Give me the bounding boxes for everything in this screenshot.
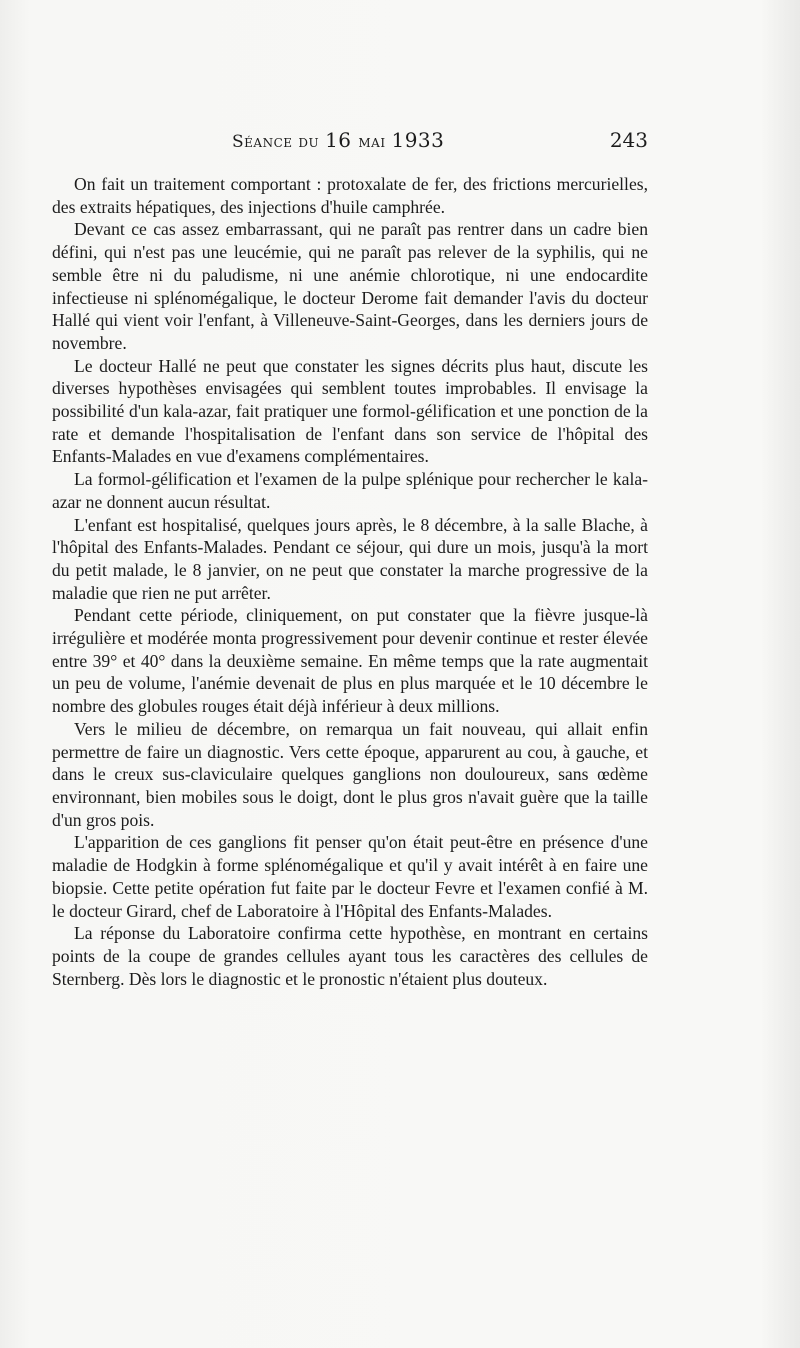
running-title-date: 16 — [325, 128, 359, 152]
paragraph: La réponse du Laboratoire confirma cette hypothèse, en montrant en certains points de la coupe de grandes cellules ayant tous les caractères des cellules de Sternberg. Dès lors le diagnostic et le pronostic n'étaient plus douteux. — [52, 923, 648, 989]
paragraph: La formol-gélification et l'examen de la pulpe splénique pour rechercher le kala-azar ne donnent aucun résultat. — [52, 469, 648, 512]
paragraph: Pendant cette période, cliniquement, on put constater que la fièvre jusque-là irrégulière et modérée monta progressivement pour devenir continue et rester élevée entre 39° et 40° dans la deuxième semaine. En même temps que la rate augmentait un peu de volume, l'anémie devenait de plus en plus marquée et le 10 décembre le nombre des globules rouges était déjà inférieur à deux millions. — [52, 605, 648, 717]
body-text — [52, 173, 648, 990]
paragraph: L'enfant est hospitalisé, quelques jours après, le 8 décembre, à la salle Blache, à l'hôpital des Enfants-Malades. Pendant ce séjour, qui dure un mois, jusqu'à la mort du petit malade, le 8 janvier, on ne peut que constater la marche progressive de la maladie que rien ne put arrêter. — [52, 514, 648, 603]
running-title — [232, 128, 444, 152]
page-number: 243 — [609, 128, 648, 152]
paragraph: Devant ce cas assez embarrassant, qui ne paraît pas rentrer dans un cadre bien défini, qui n'est pas une leucémie, qui ne paraît pas relever de la syphilis, qui ne semble être ni du paludisme, ni une anémie chlorotique, ni une endocardite infectieuse ni splénomégalique, le docteur Derome fait demander l'avis du docteur Hallé qui vient voir l'enfant, à Villeneuve-Saint-Georges, dans les derniers jours de novembre. — [52, 219, 648, 353]
running-head — [54, 128, 648, 158]
running-title-month: mai — [358, 132, 392, 152]
paragraph: L'apparition de ces ganglions fit penser qu'on était peut-être en présence d'une maladie de Hodgkin à forme splénomégalique et qu'il y avait intérêt à en faire une biopsie. Cette petite opération fut faite par le docteur Fevre et l'examen confié à M. le docteur Girard, chef de Laboratoire à l'Hôpital des Enfants-Malades. — [52, 832, 648, 921]
paragraph: On fait un traitement comportant : protoxalate de fer, des frictions mercurielles, des extraits hépatiques, des injections d'huile camphrée. — [52, 174, 648, 217]
running-title-prefix: Séance du — [232, 132, 326, 152]
paragraph: Le docteur Hallé ne peut que constater les signes décrits plus haut, discute les diverses hypothèses envisagées qui semblent toutes improbables. Il envisage la possibilité d'un kala-azar, fait pratiquer une formol-gélification et une ponction de la rate et demande l'hospitalisation de l'enfant dans son service de l'hôpital des Enfants-Malades en vue d'examens complémentaires. — [52, 355, 648, 467]
paragraph: Vers le milieu de décembre, on remarqua un fait nouveau, qui allait enfin permettre de faire un diagnostic. Vers cette époque, apparurent au cou, à gauche, et dans le creux sus-claviculaire quelques ganglions non douloureux, sans œdème environnant, bien mobiles sous le doigt, dont le plus gros n'avait guère que la taille d'un gros pois. — [52, 718, 648, 830]
running-title-year: 1933 — [391, 128, 445, 152]
